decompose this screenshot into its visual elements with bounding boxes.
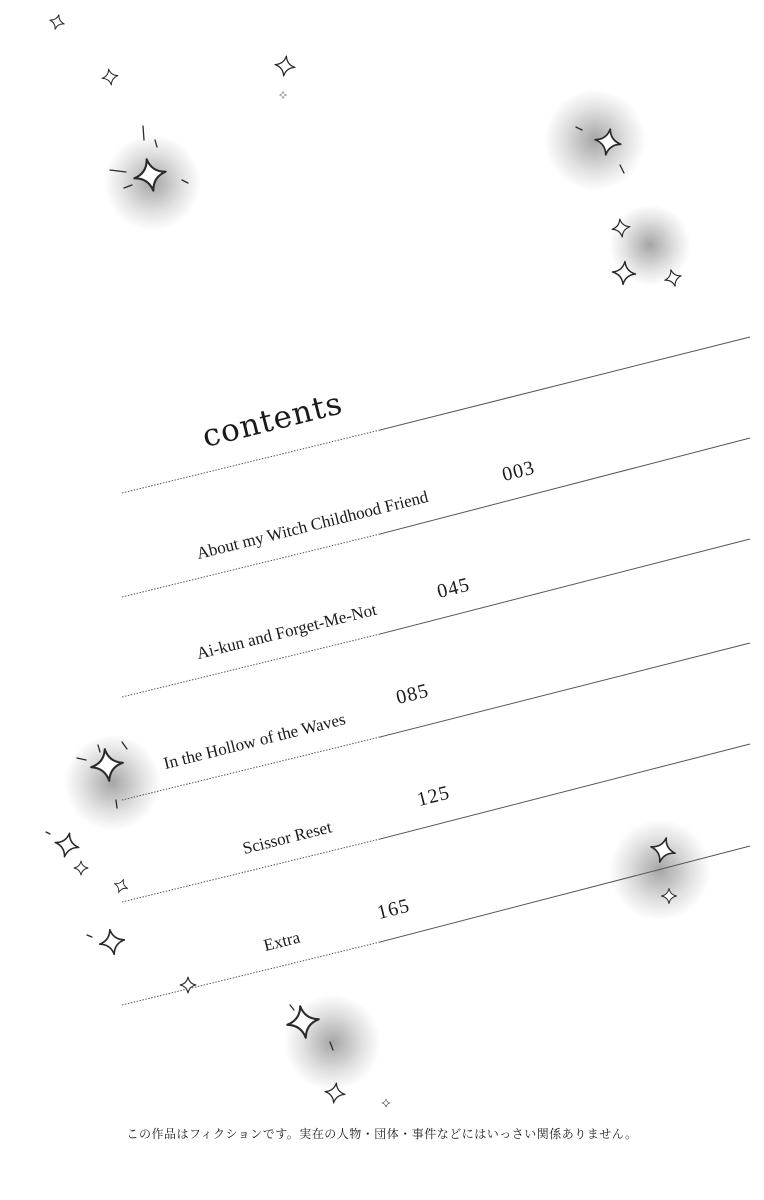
sparkle-icon <box>382 1099 390 1107</box>
contents-heading: contents <box>198 385 347 455</box>
sparkle-icon <box>648 835 679 866</box>
toc-entry-page: 003 <box>499 456 538 486</box>
fiction-disclaimer: この作品はフィクションです。実在の人物・団体・事件などにはいっさい関係ありません。 <box>126 1127 638 1141</box>
sparkle-icon <box>74 861 88 875</box>
toc-entry-page: 125 <box>414 781 453 811</box>
sparkle-icon <box>662 889 677 904</box>
toc-entry-title: Extra <box>261 927 302 955</box>
toc-entry-title: In the Hollow of the Waves <box>161 709 348 773</box>
toc-entry-title: Scissor Reset <box>240 817 334 858</box>
sparkle-icon <box>611 218 631 238</box>
rule-line <box>122 846 750 1005</box>
sparkle-icon <box>98 928 127 957</box>
toc-entry-page: 045 <box>434 573 473 603</box>
sparkle-icon <box>663 268 684 289</box>
sparkle-icon <box>89 747 125 783</box>
toc-entry-title: About my Witch Childhood Friend <box>194 486 431 563</box>
rule-line <box>122 438 750 597</box>
rule-line <box>122 539 750 697</box>
sparkle-icon <box>324 1082 347 1105</box>
sparkle-strokes <box>46 126 624 1050</box>
rule-line <box>122 643 750 800</box>
sparkle-icon <box>612 261 637 286</box>
sparkle-icon <box>53 831 81 859</box>
sparkle-icon <box>280 92 287 99</box>
sparkle-icon <box>593 127 623 157</box>
sparkle-icon <box>274 55 297 78</box>
toc-entry-title: Ai-kun and Forget-Me-Not <box>194 599 379 663</box>
toc-entry-page: 085 <box>393 679 432 709</box>
sparkle-icon <box>48 13 66 31</box>
rule-line <box>122 744 750 902</box>
sparkle-icon <box>131 156 169 194</box>
sparkle-icon <box>284 1003 321 1040</box>
sparkle-icon <box>112 877 130 895</box>
toc-entry-page: 165 <box>374 894 413 924</box>
sparkle-icon <box>180 977 196 993</box>
sparkle-icon <box>101 68 120 87</box>
